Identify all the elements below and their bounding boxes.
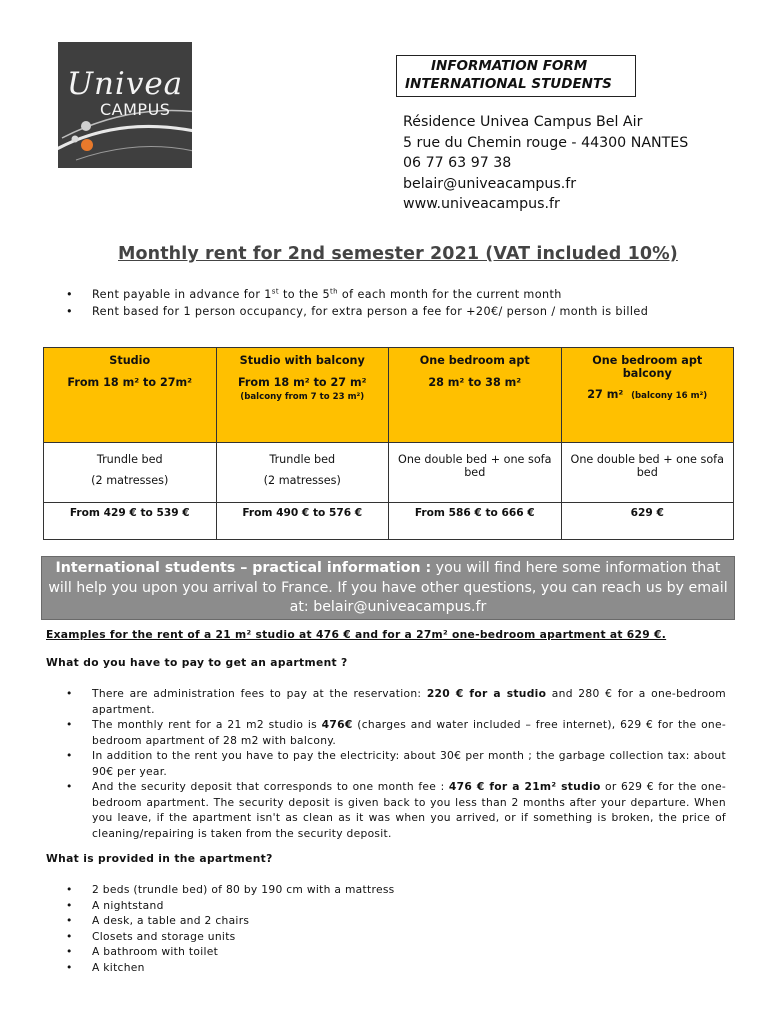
header-title: Studio with balcony bbox=[239, 354, 365, 367]
header-note: (balcony 16 m²) bbox=[631, 391, 708, 401]
header-cell bbox=[216, 348, 389, 443]
header-cell bbox=[389, 348, 562, 443]
header-note: (balcony from 7 to 23 m²) bbox=[240, 392, 365, 402]
logo-brand-text: Univea bbox=[66, 66, 184, 102]
list-item: • In addition to the rent you have to pay the electricity: about 30€ per month ; the garbage collection tax: about 90€ per year. bbox=[92, 748, 726, 779]
practical-info-text: you will find here some information that will help you upon you arrival to France. If you have other questions, you can reach us by email at: belair@univeacampus.fr bbox=[48, 560, 728, 616]
rent-bullet-2: Rent based for 1 person occupancy, for extra person a fee for +20€/ person / month is billed bbox=[92, 305, 649, 318]
header-cell bbox=[561, 348, 734, 443]
list-item: • A bathroom with toilet bbox=[92, 944, 726, 960]
residence-email: belair@univeacampus.fr bbox=[403, 175, 577, 192]
practical-info-box bbox=[41, 556, 735, 620]
header-size: From 18 m² to 27 m² bbox=[237, 376, 367, 389]
provided-question: What is provided in the apartment? bbox=[46, 852, 273, 865]
header-size: From 18 m² to 27m² bbox=[67, 376, 193, 389]
list-item: • A nightstand bbox=[92, 898, 726, 914]
header-size: 28 m² to 38 m² bbox=[428, 376, 522, 389]
page-title: Monthly rent for 2nd semester 2021 (VAT included 10%) bbox=[118, 244, 678, 264]
examples-line: Examples for the rent of a 21 m² studio at 476 € and for a 27m² one-bedroom apartment at 629 €. bbox=[46, 628, 667, 641]
header-title: Studio bbox=[109, 354, 151, 367]
bullet-dot: • bbox=[66, 305, 73, 318]
price-cell: From 429 € to 539 € bbox=[44, 503, 217, 540]
list-item: • The monthly rent for a 21 m2 studio is 476€ (charges and water included – free internet), 629 € for the one-bedroom apartment of 28 m2 with balcony. bbox=[92, 717, 726, 748]
bed-cell: One double bed + one sofa bed bbox=[561, 443, 734, 503]
bullet-dot: • bbox=[66, 288, 73, 301]
bed-cell: Trundle bed (2 matresses) bbox=[44, 443, 217, 503]
table-row bbox=[44, 503, 734, 540]
list-item: • Closets and storage units bbox=[92, 929, 726, 945]
form-title-line2: INTERNATIONAL STUDENTS bbox=[405, 76, 612, 92]
pay-question: What do you have to pay to get an apartment ? bbox=[46, 656, 348, 669]
header-size: 27 m² bbox=[587, 388, 624, 401]
header-cell bbox=[44, 348, 217, 443]
rent-bullet-1: Rent payable in advance for 1st to the 5th of each month for the current month bbox=[92, 287, 562, 301]
provided-list bbox=[92, 882, 726, 975]
residence-name: Résidence Univea Campus Bel Air bbox=[403, 114, 643, 130]
header-title: One bedroom apt balcony bbox=[592, 354, 703, 380]
list-item: • A kitchen bbox=[92, 960, 726, 976]
list-item: • 2 beds (trundle bed) of 80 by 190 cm with a mattress bbox=[92, 882, 726, 898]
price-cell: 629 € bbox=[561, 503, 734, 540]
table-header-row bbox=[44, 348, 734, 443]
pay-list bbox=[92, 686, 726, 841]
rent-table bbox=[43, 347, 734, 540]
residence-website: www.univeacampus.fr bbox=[403, 196, 560, 213]
list-item: • A desk, a table and 2 chairs bbox=[92, 913, 726, 929]
practical-info-title: International students – practical information : bbox=[55, 560, 432, 576]
price-cell: From 490 € to 576 € bbox=[216, 503, 389, 540]
form-title-line1: INFORMATION FORM bbox=[431, 58, 588, 74]
residence-street: 5 rue du Chemin rouge - 44300 NANTES bbox=[403, 134, 689, 151]
univea-campus-logo bbox=[58, 42, 192, 168]
form-title-box bbox=[396, 55, 636, 97]
list-item: • And the security deposit that corresponds to one month fee : 476 € for a 21m² studio or 629 € for the one-bedroom apartment. The security deposit is given back to you less than 2 months after your departure. When you leave, if the apartment isn't as clean as it was when you arrived, or if something is broken, the price of cleaning/repairing is taken from the security deposit. bbox=[92, 779, 726, 841]
logo-sub-text: CAMPUS bbox=[100, 100, 171, 119]
header-title: One bedroom apt bbox=[419, 354, 530, 367]
price-cell: From 586 € to 666 € bbox=[389, 503, 562, 540]
bed-cell: Trundle bed (2 matresses) bbox=[216, 443, 389, 503]
residence-phone: 06 77 63 97 38 bbox=[403, 155, 512, 172]
list-item: • There are administration fees to pay at the reservation: 220 € for a studio and 280 € for a one-bedroom apartment. bbox=[92, 686, 726, 717]
address-block bbox=[403, 112, 688, 215]
table-row bbox=[44, 443, 734, 503]
bed-cell: One double bed + one sofa bed bbox=[389, 443, 562, 503]
